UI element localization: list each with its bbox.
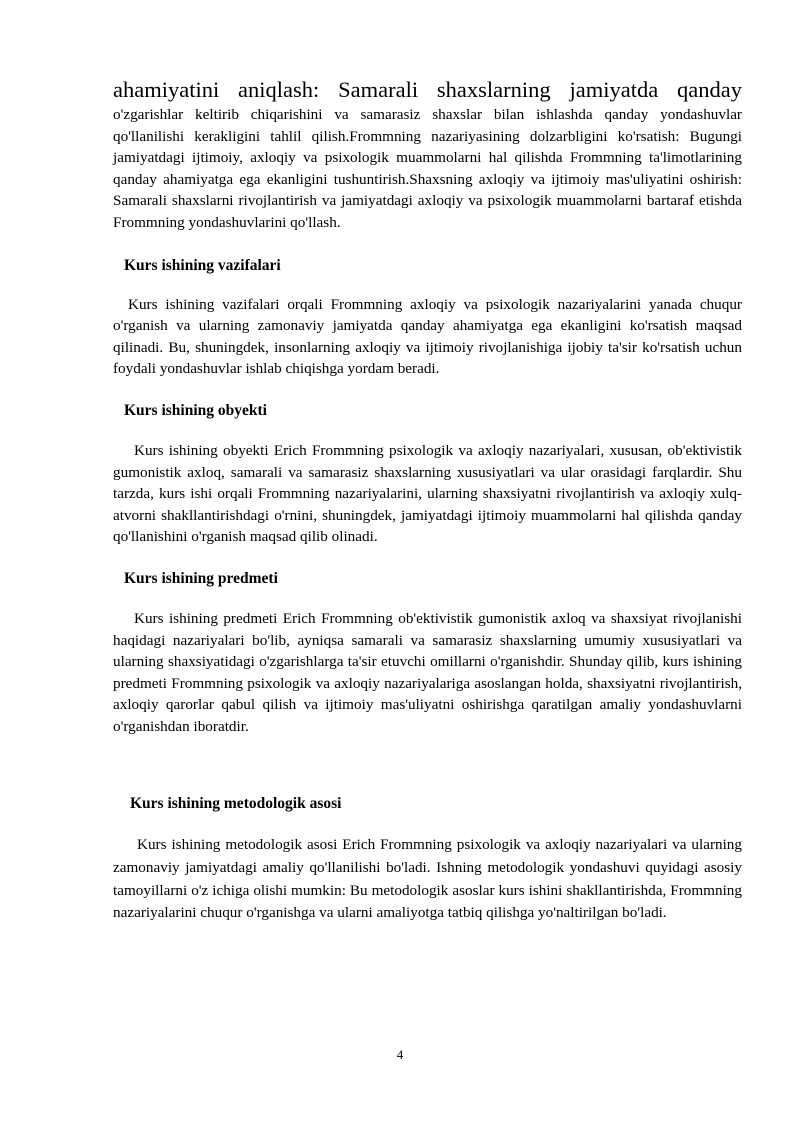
section-body-vazifalari: Kurs ishining vazifalari orqali Frommning axloqiy va psixologik nazariyalarini yanada chuqur o'rganish va ularning zamonaviy jamiyatda qanday ahamiyatga ega ekanligini ko'rsatish maqsad qilinadi. Bu, shuningdek, insonlarning axloqiy va ijtimoiy rivojlanishiga ijobiy ta'sir ko'rsatish uchun foydali yondashuvlar ishlab chiqishga yordam beradi. xyxy=(113,295,742,378)
page-number: 4 xyxy=(396,1047,404,1062)
section-body-metodologik-asosi: Kurs ishining metodologik asosi Erich Frommning psixologik va axloqiy nazariyalari va ularning zamonaviy jamiyatdagi amaliy qo'llanilishi bo'ladi. Ishning metodologik yondashuvi quyidagi asosiy tamoyillarni o'z ichiga olishi mumkin: Bu metodologik asoslar kurs ishini shakllantirishda, Frommning nazariyalarini chuqur o'rganishga va ularni amaliyotga tatbiq qilishga yo'naltirilgan bo'ladi. xyxy=(113,836,742,922)
intro-paragraph: o'zgarishlar keltirib chiqarishini va samarasiz shaxslar bilan ishlashda qanday yondashuvlar qo'llanilishi kerakligini tahlil qilish.Frommning nazariyasining dolzarbligini ko'rsatish: Bugungi jamiyatdagi ijtimoiy, axloqiy va psixologik muammolarni hal qilishda Frommning ta'limotlarining qanday ahamiyatga ega ekanligini tushuntirish.Shaxsning axloqiy va ijtimoiy mas'uliyatini oshirish: Samarali shaxslarni rivojlantirish va jamiyatdagi axloqiy va psixologik muammolarni bartaraf etishda Frommning yondashuvlarini qo'llash. xyxy=(113,106,742,231)
section-heading-metodologik-asosi: Kurs ishining metodologik asosi xyxy=(130,795,342,813)
intro-first-line: ahamiyatini aniqlash: Samarali shaxslarning jamiyatda qanday xyxy=(113,77,742,102)
section-heading-obyekti: Kurs ishining obyekti xyxy=(124,401,267,419)
document-page xyxy=(113,76,742,925)
section-body-obyekti: Kurs ishining obyekti Erich Frommning psixologik va axloqiy nazariyalari, xususan, ob'ektivistik gumonistik axloq, samarali va samarasiz shaxslarning xususiyatlari va ular orasidagi farqlardir. Shu tarzda, kurs ishi orqali Frommning nazariyalarini, ularning shaxsiyatni rivojlantirish va axloqiy xulq-atvorni shakllantirishdagi o'rnini, shuningdek, jamiyatdagi ijtimoiy muammolarni hal qilishda qanday qo'llanishini o'rganish maqsad qilib olinadi. xyxy=(113,441,742,546)
section-heading-predmeti: Kurs ishining predmeti xyxy=(124,569,278,587)
section-body-predmeti: Kurs ishining predmeti Erich Frommning ob'ektivistik gumonistik axloq va shaxsiyat rivojlanishi haqidagi nazariyalari bo'lib, ayniqsa samarali va samarasiz shaxslarning umumiy xususiyatlari va ularning shaxsiyatidagi o'zgarishlarga ta'sir etuvchi omillarni o'rganishdir. Shunday qilib, kurs ishining predmeti Frommning psixologik va axloqiy nazariyalariga asoslangan holda, shaxsiyatni rivojlantirish, axloqiy qarorlar qabul qilish va ijtimoiy mas'uliyatni oshirishga qaratilgan amaliy yondashuvlarni o'rganishdan iboratdir. xyxy=(113,609,742,735)
section-heading-vazifalari: Kurs ishining vazifalari xyxy=(124,256,281,274)
